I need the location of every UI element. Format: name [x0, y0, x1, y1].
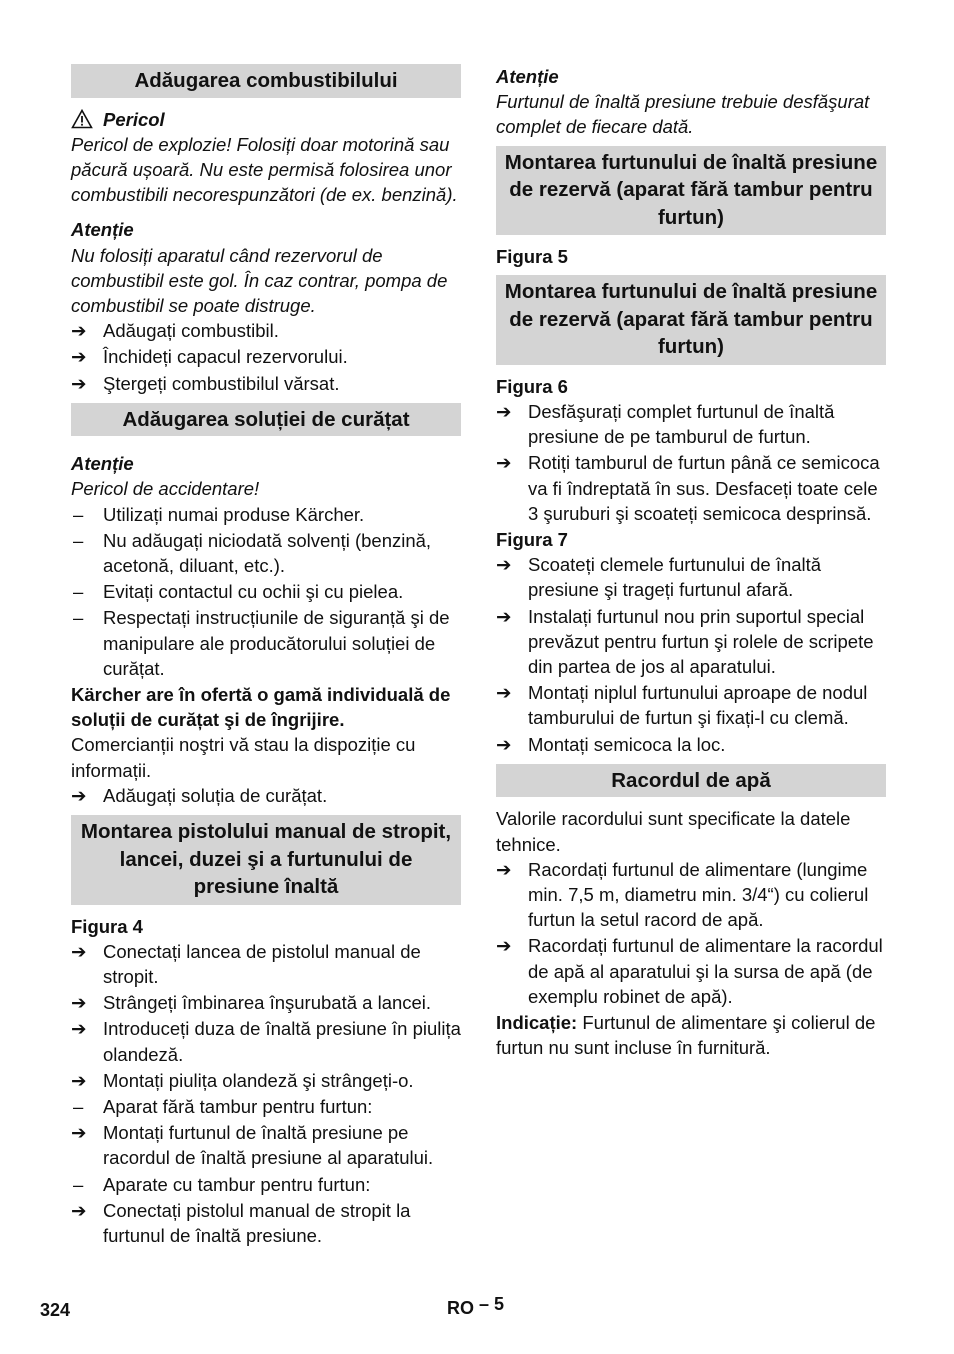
arrow-right-icon: ➔ — [71, 1199, 87, 1221]
figure-7-steps-list — [496, 552, 886, 757]
arrow-right-icon: ➔ — [496, 682, 512, 704]
list-item — [71, 990, 461, 1015]
list-item — [71, 1068, 461, 1093]
list-item — [71, 344, 461, 369]
attention-label-hose: Atenție — [496, 66, 559, 87]
danger-label: Pericol — [103, 108, 165, 130]
heading-mounting-spray-gun: Montarea pistolului manual de stropit, lancei, duzei şi a furtunului de presiune înaltă — [71, 815, 461, 905]
arrow-right-icon: ➔ — [496, 858, 512, 880]
arrow-right-icon: ➔ — [496, 554, 512, 576]
arrow-right-icon: ➔ — [496, 733, 512, 755]
figure-6-steps-list — [496, 399, 886, 526]
figure-4-label: Figura 4 — [71, 915, 143, 937]
arrow-right-icon: ➔ — [71, 320, 87, 342]
footer-section — [447, 1296, 504, 1321]
list-item — [496, 732, 886, 757]
figure-6-label: Figura 6 — [496, 375, 568, 397]
list-item-text: Rotiți tamburul de furtun până ce semicoca va fi îndreptată în sus. Desfaceți toate cele 3 şuruburi şi scoateți semicoca desprinsă. — [528, 452, 880, 524]
list-item — [71, 1172, 461, 1197]
list-item-text: Ştergeți combustibilul vărsat. — [103, 372, 340, 394]
arrow-right-icon: ➔ — [496, 605, 512, 627]
list-item-text: Montați semicoca la loc. — [528, 733, 726, 755]
note-label: Indicație: — [496, 1011, 578, 1033]
water-intro-text: Valorile racordului sunt specificate la datele tehnice. — [496, 808, 851, 855]
list-item-text: Scoateți clemele furtunului de înaltă presiune şi trageți furtunul afară. — [528, 554, 822, 601]
list-item-text: Aparate cu tambur pentru furtun: — [103, 1173, 371, 1195]
list-item — [71, 605, 461, 681]
page-number: 324 — [40, 1300, 71, 1320]
right-column — [496, 64, 886, 1060]
arrow-right-icon: ➔ — [71, 784, 87, 806]
danger-label-row — [71, 107, 461, 132]
list-item-text: Aparat fără tambur pentru furtun: — [103, 1096, 373, 1117]
list-item — [496, 552, 886, 602]
footer-section-page: 5 — [494, 1294, 505, 1314]
attention-text-cleaning: Pericol de accidentare! — [71, 478, 260, 500]
list-item — [71, 528, 461, 578]
list-item — [496, 857, 886, 933]
list-item-text: Introduceți duza de înaltă presiune în piulița olandeză. — [103, 1018, 461, 1065]
list-item — [71, 579, 461, 604]
list-item — [71, 502, 461, 527]
list-item — [71, 939, 461, 989]
list-item-text: Evitați contactul cu ochii şi cu pielea. — [103, 581, 404, 603]
figure-5-label: Figura 5 — [496, 246, 568, 268]
list-item-text: Desfăşurați complet furtunul de înaltă presiune de pe tamburul de furtun. — [528, 401, 835, 448]
list-item-text: Racordați furtunul de alimentare la racordul de apă al aparatului şi la sursa de apă (de exemplu robinet de apă). — [528, 935, 883, 1007]
list-item-text: Conectați lancea de pistolul manual de stropit. — [103, 940, 421, 987]
arrow-right-icon: ➔ — [496, 452, 512, 474]
water-steps-list — [496, 857, 886, 1009]
arrow-right-icon: ➔ — [71, 1069, 87, 1091]
attention-text-fuel: Nu folosiți aparatul când rezervorul de combustibil este gol. În caz contrar, pompa de combustibil se poate distruge. — [71, 244, 448, 316]
list-item — [71, 783, 461, 808]
note-text: Furtunul de alimentare şi colierul de furtun nu sunt incluse în furnitură. — [496, 1011, 876, 1059]
dash-bullet-icon: – — [73, 581, 84, 603]
list-item — [496, 933, 886, 1009]
list-item-text: Racordați furtunul de alimentare (lungime min. 7,5 m, diametru min. 3/4“) cu colierul furtun la setul racord de apă. — [528, 858, 869, 931]
heading-adding-cleaning-solution: Adăugarea soluției de curățat — [71, 403, 461, 437]
footer-dash: – — [479, 1294, 490, 1314]
list-item-text: Adăugați soluția de curățat. — [103, 784, 328, 806]
figure-7-label: Figura 7 — [496, 529, 568, 551]
list-item-text: Instalați furtunul nou prin suportul special prevăzut pentru furtun şi rolele de scripete din partea de jos al aparatului. — [528, 605, 874, 678]
attention-label-cleaning: Atenție — [71, 453, 134, 475]
list-item-text: Închideți capacul rezervorului. — [103, 346, 348, 368]
warning-triangle-icon — [71, 109, 93, 129]
dash-bullet-icon: – — [73, 503, 84, 525]
cleaning-rules-list — [71, 502, 461, 681]
attention-label-fuel: Atenție — [71, 219, 134, 241]
dash-bullet-icon: – — [73, 1173, 84, 1195]
arrow-right-icon: ➔ — [71, 992, 87, 1014]
list-item-text: Montați furtunul de înaltă presiune pe racordul de înaltă presiune al aparatului. — [103, 1122, 434, 1169]
list-item-text: Nu adăugați niciodată solvenți (benzină, acetonă, diluant, etc.). — [103, 529, 432, 577]
arrow-right-icon: ➔ — [71, 940, 87, 962]
list-item — [71, 1016, 461, 1066]
left-column — [71, 64, 461, 1249]
offer-text: Comercianții noştri vă stau la dispoziție cu informații. — [71, 734, 416, 781]
list-item-text: Respectați instrucțiunile de siguranță şi de manipulare ale producătorului soluției de curățat. — [103, 607, 450, 679]
dash-bullet-icon: – — [73, 529, 84, 551]
list-item-text: Utilizați numai produse Kärcher. — [103, 503, 365, 525]
note-paragraph — [496, 1010, 886, 1060]
list-item — [496, 399, 886, 449]
mount-steps-list — [71, 939, 461, 1248]
list-item — [71, 318, 461, 343]
list-item — [71, 1198, 461, 1248]
arrow-right-icon: ➔ — [71, 1018, 87, 1040]
list-item-text: Strângeți îmbinarea înşurubată a lancei. — [103, 992, 432, 1014]
list-item — [496, 450, 886, 526]
arrow-right-icon: ➔ — [496, 935, 512, 957]
fuel-steps-list — [71, 318, 461, 396]
danger-text: Pericol de explozie! Folosiți doar motorină sau păcură ușoară. Nu este permisă folosirea unor combustibili necorespunzători (de ex. benzină). — [71, 133, 458, 206]
arrow-right-icon: ➔ — [71, 1122, 87, 1144]
list-item — [496, 680, 886, 730]
list-item — [496, 604, 886, 680]
arrow-right-icon: ➔ — [71, 372, 87, 394]
dash-bullet-icon: – — [73, 1096, 84, 1117]
list-item-text: Montați piulița olandeză şi strângeți-o. — [103, 1069, 414, 1091]
list-item-text: Conectați pistolul manual de stropit la furtunul de înaltă presiune. — [103, 1199, 411, 1247]
list-item-text: Montați niplul furtunului aproape de nodul tamburului de furtun şi fixați-l cu clemă. — [528, 682, 868, 729]
arrow-right-icon: ➔ — [496, 401, 512, 423]
heading-adding-fuel: Adăugarea combustibilului — [71, 64, 461, 98]
arrow-right-icon: ➔ — [71, 346, 87, 368]
list-item — [71, 371, 461, 396]
dash-bullet-icon: – — [73, 607, 84, 629]
heading-water-connection: Racordul de apă — [496, 764, 886, 798]
list-item — [71, 1120, 461, 1170]
heading-spare-hose-1: Montarea furtunului de înaltă presiune de rezervă (aparat fără tambur pentru furtun) — [496, 146, 886, 236]
list-item-text: Adăugați combustibil. — [103, 320, 279, 342]
list-item — [71, 1094, 461, 1119]
heading-spare-hose-2: Montarea furtunului de înaltă presiune de rezervă (aparat fără tambur pentru furtun) — [496, 275, 886, 365]
offer-bold-text: Kärcher are în ofertă o gamă individuală de soluții de curățat şi de îngrijire. — [71, 684, 451, 731]
attention-text-hose: Furtunul de înaltă presiune trebuie desfăşurat complet de fiecare dată. — [496, 91, 870, 138]
footer-lang: RO — [447, 1298, 474, 1318]
